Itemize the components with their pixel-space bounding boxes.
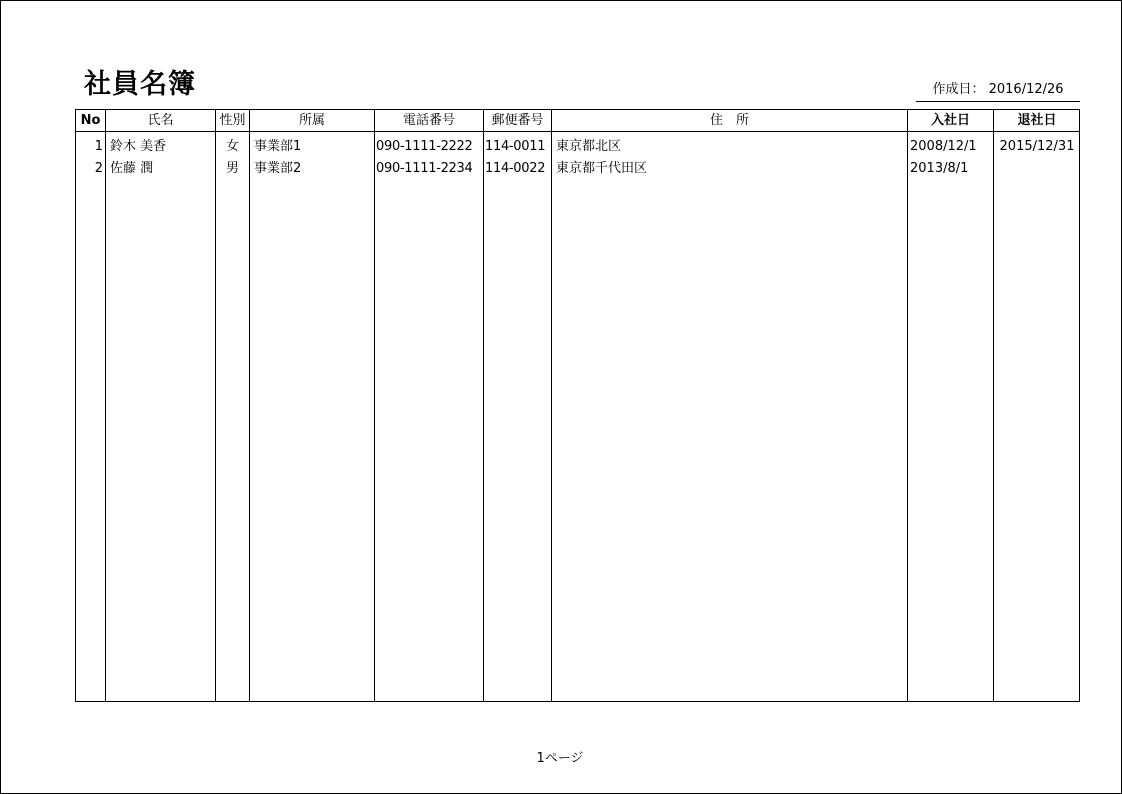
column-header-gender: 性別 <box>219 113 246 128</box>
row-address: 東京都千代田区 <box>556 161 648 176</box>
column-divider <box>551 109 552 702</box>
column-header-department: 所属 <box>298 113 325 128</box>
row-leave-date: 2015/12/31 <box>999 139 1075 154</box>
row-department: 事業部1 <box>254 139 302 154</box>
column-divider <box>215 109 216 702</box>
column-divider <box>249 109 250 702</box>
page-number: 1ページ <box>536 751 584 766</box>
row-address: 東京都北区 <box>556 139 622 154</box>
created-date-field <box>916 80 1080 102</box>
column-divider <box>907 109 908 702</box>
created-date-value: 2016/12/26 <box>988 82 1064 97</box>
column-divider <box>483 109 484 702</box>
column-divider <box>374 109 375 702</box>
row-no: 2 <box>94 161 103 176</box>
column-divider <box>105 109 106 702</box>
row-phone: 090-1111-2234 <box>376 161 473 176</box>
employee-table <box>75 109 1080 702</box>
column-header-phone: 電話番号 <box>402 113 455 128</box>
row-phone: 090-1111-2222 <box>376 139 473 154</box>
row-gender: 女 <box>225 139 239 154</box>
row-hire-date: 2008/12/1 <box>910 139 977 154</box>
row-postal: 114-0011 <box>485 139 546 154</box>
created-date-label: 作成日： <box>932 82 985 97</box>
column-header-address: 住 所 <box>709 113 749 128</box>
column-divider <box>993 109 994 702</box>
column-header-postal: 郵便番号 <box>491 113 544 128</box>
row-leave-date <box>994 158 1080 179</box>
column-header-hire-date: 入社日 <box>930 113 970 128</box>
row-postal: 114-0022 <box>485 161 546 176</box>
row-gender: 男 <box>225 161 239 176</box>
column-header-name: 氏名 <box>147 113 174 128</box>
column-header-no: No <box>80 113 101 128</box>
row-no: 1 <box>94 139 103 154</box>
page-title: 社員名簿 <box>84 69 196 100</box>
row-hire-date: 2013/8/1 <box>910 161 969 176</box>
row-name: 佐藤 潤 <box>110 161 154 176</box>
row-name: 鈴木 美香 <box>110 139 167 154</box>
column-header-leave-date: 退社日 <box>1017 113 1057 128</box>
row-department: 事業部2 <box>254 161 302 176</box>
table-header-divider <box>75 131 1080 132</box>
